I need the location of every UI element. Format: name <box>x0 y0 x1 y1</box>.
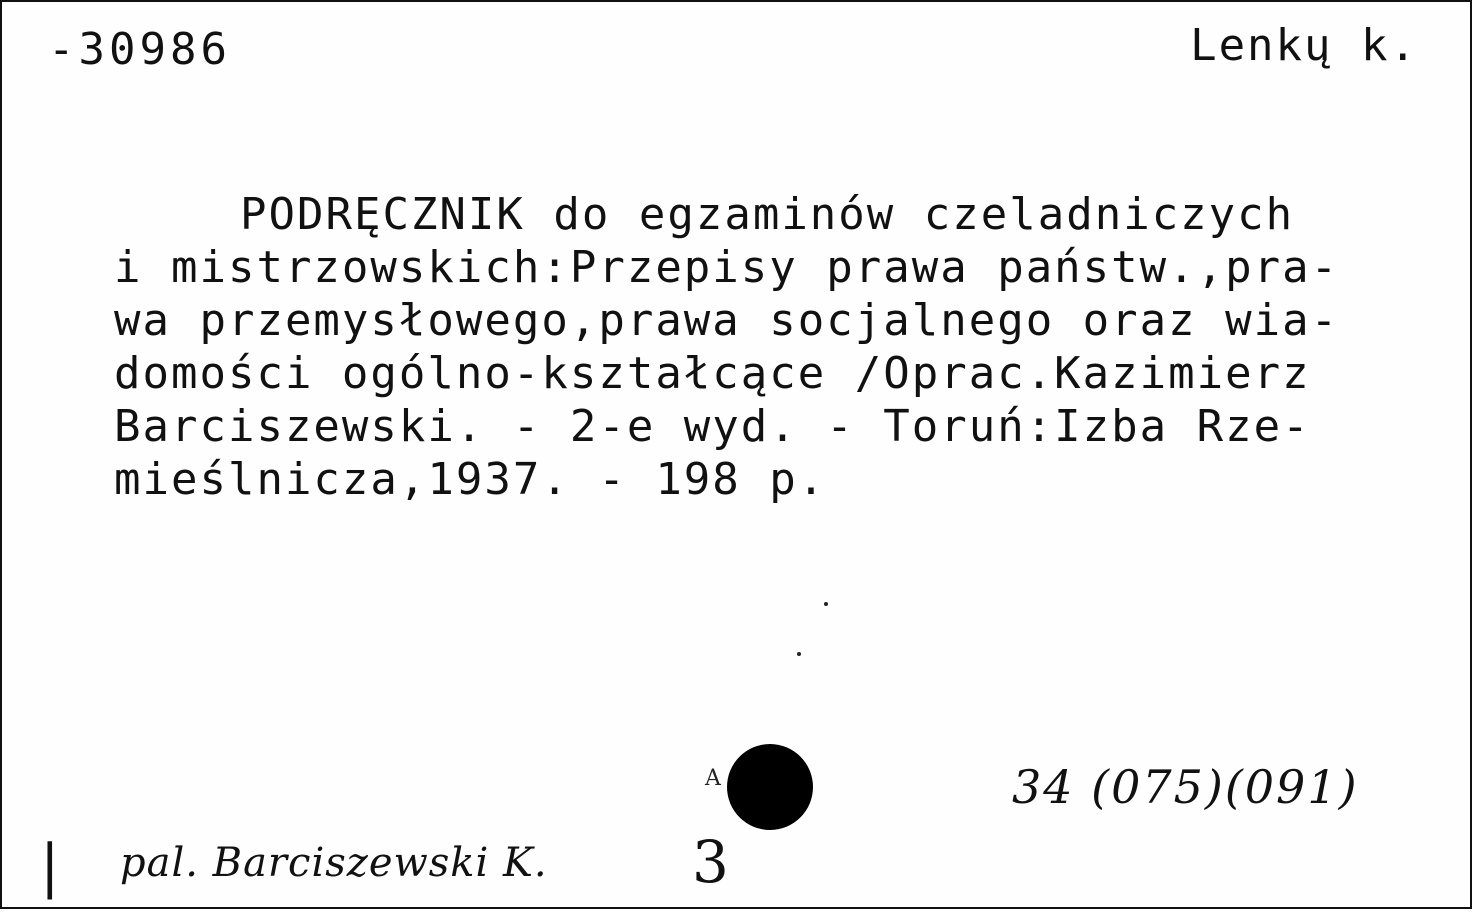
description-line: wa przemysłowego,prawa socjalnego oraz wia- <box>114 295 1340 346</box>
description-line: domości ogólno-kształcące /Oprac.Kazimierz <box>114 348 1311 399</box>
speck-mark <box>824 602 828 606</box>
handwritten-author-entry: pal. Barciszewski K. <box>120 840 548 886</box>
punch-hole <box>727 744 813 830</box>
subject-heading: Lenkų k. <box>1190 20 1418 71</box>
description-line: Barciszewski. - 2-e wyd. - Toruń:Izba Rze- <box>114 401 1311 452</box>
handwritten-copy-number: 3 <box>692 828 729 896</box>
description-line: PODRĘCZNIK do egzaminów czeladniczych <box>240 189 1295 240</box>
bibliographic-description <box>114 188 1434 506</box>
handwritten-classification: 34 (075)(091) <box>1012 760 1359 814</box>
description-line: mieślnicza,1937. - 198 p. <box>114 454 827 505</box>
speck-mark <box>797 652 801 656</box>
stamp-fragment: A <box>705 766 721 791</box>
call-number: -30986 <box>48 24 231 75</box>
description-line: i mistrzowskich:Przepisy prawa państw.,pra- <box>114 242 1340 293</box>
handwritten-copy-mark: | <box>40 832 60 900</box>
